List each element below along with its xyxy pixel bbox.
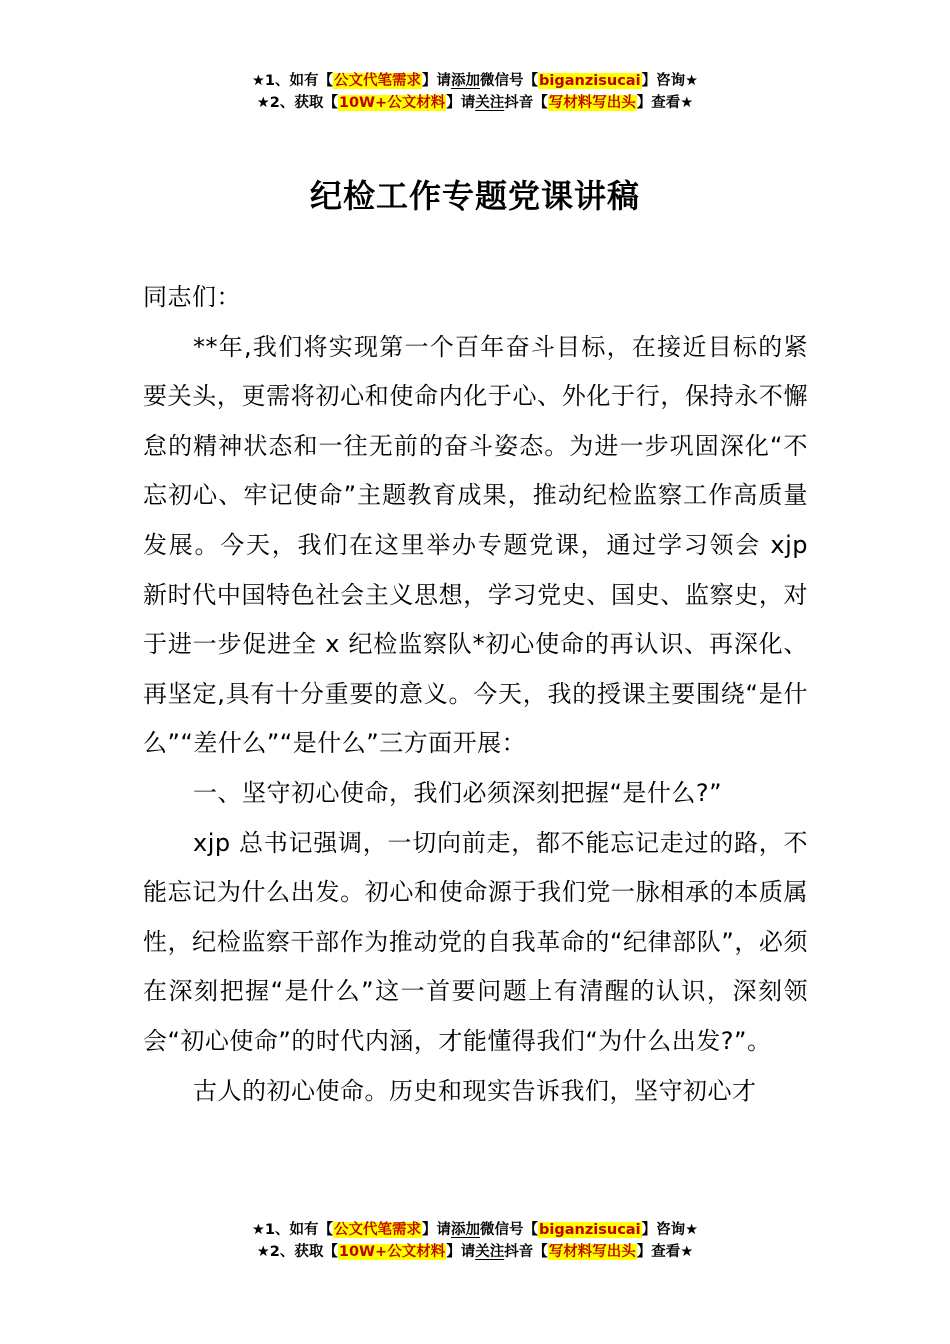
banner-highlight: 10W+公文材料 <box>338 95 446 111</box>
paragraph: **年,我们将实现第一个百年奋斗目标，在接近目标的紧要关头，更需将初心和使命内化于心、外化于行，保持永不懈怠的精神状态和一往无前的奋斗姿态。为进一步巩固深化“不忘初心、牢记使命”主题教育成果，推动纪检监察工作高质量发展。今天，我们在这里举办专题党课，通过学习领会 xjp 新时代中国特色社会主义思想，学习党史、国史、监察史，对于进一步促进全 x 纪检监察队*初心使命的再认识、再深化、再坚定,具有十分重要的意义。今天，我的授课主要围绕“是什么”“差什么”“是什么”三方面开展： <box>143 332 808 758</box>
banner-text: ★1、如有【 <box>251 73 334 89</box>
banner-highlight: 公文代笔需求 <box>334 1222 422 1238</box>
header-banner <box>0 70 950 114</box>
banner-highlight: 写材料写出头 <box>548 1244 636 1260</box>
banner-text: 】请 <box>446 95 476 111</box>
banner-text: ★2、获取【 <box>256 95 338 111</box>
banner-text: ★1、如有【 <box>251 1222 334 1238</box>
banner-highlight: 10W+公文材料 <box>338 1244 446 1260</box>
banner-text: 】查看★ <box>636 1244 694 1260</box>
banner-text: 】查看★ <box>636 95 694 111</box>
banner-text: 微信号【 <box>480 73 539 89</box>
banner-highlight: 公文代笔需求 <box>334 73 422 89</box>
footer-banner <box>0 1219 950 1263</box>
banner-highlight: 写材料写出头 <box>548 95 636 111</box>
banner-text: 抖音【 <box>504 95 548 111</box>
banner-text: 】请 <box>422 73 452 89</box>
banner-text: 】咨询★ <box>641 73 699 89</box>
banner-text: ★2、获取【 <box>256 1244 338 1260</box>
banner-underlined: 关注 <box>475 1244 505 1260</box>
banner-line-1 <box>0 70 950 92</box>
paragraph: xjp 总书记强调，一切向前走，都不能忘记走过的路，不能忘记为什么出发。初心和使命源于我们党一脉相承的本质属性，纪检监察干部作为推动党的自我革命的“纪律部队”，必须在深刻把握“是什么”这一首要问题上有清醒的认识，深刻领会“初心使命”的时代内涵，才能懂得我们“为什么出发?”。 <box>143 828 808 1055</box>
banner-text: 微信号【 <box>480 1222 539 1238</box>
section-heading: 一、坚守初心使命，我们必须深刻把握“是什么?” <box>193 778 723 807</box>
banner-text: 】请 <box>422 1222 452 1238</box>
banner-highlight: biganzisucai <box>539 1222 641 1238</box>
banner-line-2 <box>0 92 950 114</box>
salutation: 同志们： <box>143 283 241 311</box>
banner-text: 】咨询★ <box>641 1222 699 1238</box>
document-body <box>143 273 808 1116</box>
banner-text: 】请 <box>446 1244 476 1260</box>
banner-underlined: 关注 <box>475 95 505 111</box>
banner-line-2 <box>0 1241 950 1263</box>
paragraph: 古人的初心使命。历史和现实告诉我们，坚守初心才 <box>193 1076 757 1105</box>
banner-underlined: 添加 <box>451 73 481 89</box>
banner-underlined: 添加 <box>451 1222 481 1238</box>
document-title: 纪检工作专题党课讲稿 <box>309 177 640 215</box>
banner-text: 抖音【 <box>504 1244 548 1260</box>
banner-line-1 <box>0 1219 950 1241</box>
banner-highlight: biganzisucai <box>539 73 641 89</box>
